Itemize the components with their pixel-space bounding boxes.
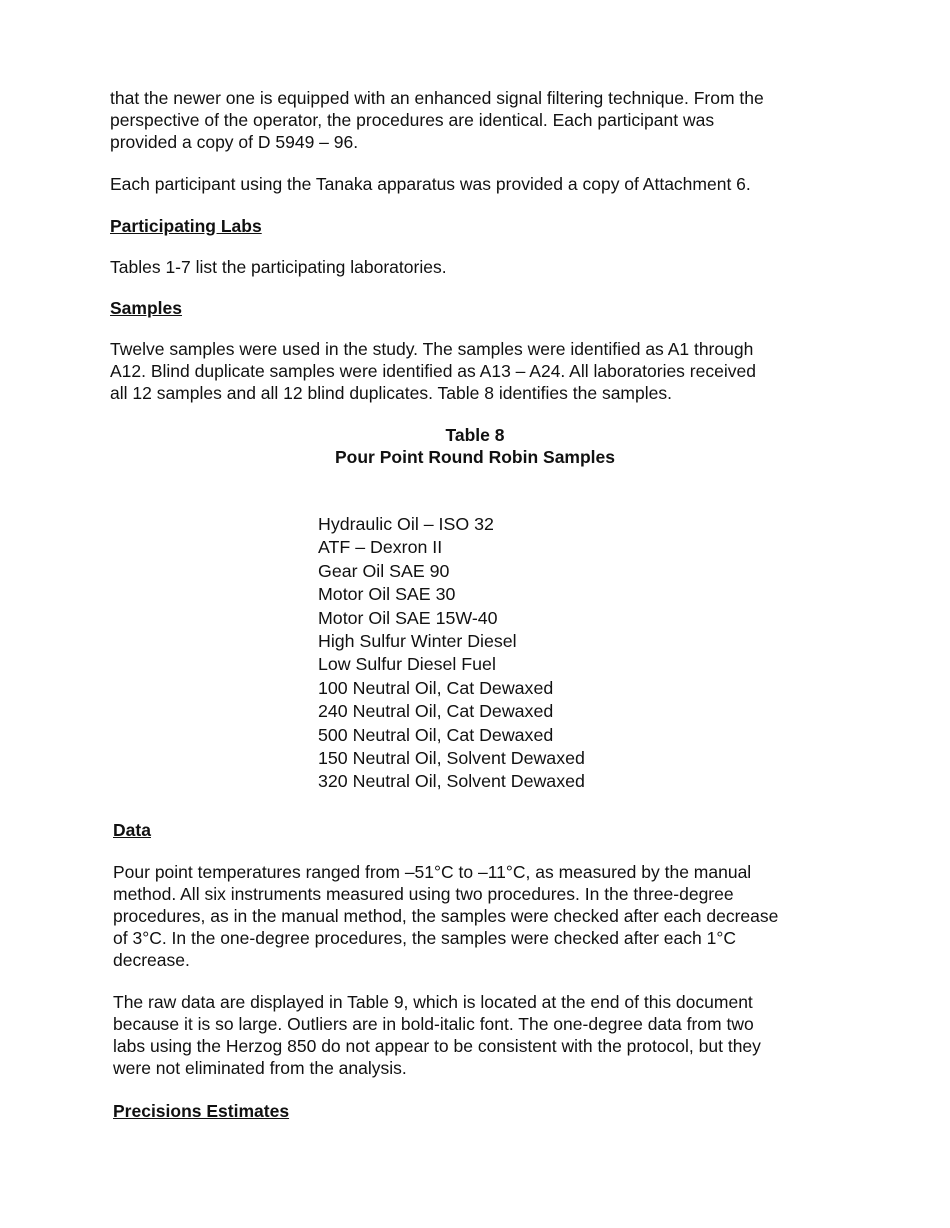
sample-item: 100 Neutral Oil, Cat Dewaxed <box>318 677 554 698</box>
data-paragraph-2: The raw data are displayed in Table 9, which is located at the end of this document because it is so large. Outliers are in bold-italic font. The one-degree data from two labs using the Herzog 850 do not appear to be consistent with the protocol, but they were not eliminated from the analysis. <box>113 991 761 1078</box>
sample-item: High Sulfur Winter Diesel <box>318 631 517 652</box>
sample-item: Low Sulfur Diesel Fuel <box>318 654 496 675</box>
table-8-sample-list <box>318 513 840 794</box>
samples-text: Twelve samples were used in the study. The samples were identified as A1 through A12. Blind duplicate samples were identified as A13 – A24. All laboratories received all 12 samples and all 12 blind duplicates. Table 8 identifies the samples. <box>110 339 756 403</box>
participating-labs-text: Tables 1-7 list the participating laboratories. <box>110 257 447 277</box>
samples-heading: Samples <box>110 298 182 318</box>
sample-item: ATF – Dexron II <box>318 537 443 558</box>
precision-estimates-heading: Precisions Estimates <box>113 1100 290 1121</box>
sample-item: 240 Neutral Oil, Cat Dewaxed <box>318 701 554 722</box>
participating-labs-heading: Participating Labs <box>110 216 262 236</box>
table-8-subtitle: Pour Point Round Robin Samples <box>335 447 615 467</box>
sample-item: Motor Oil SAE 15W-40 <box>318 607 498 628</box>
sample-item: Gear Oil SAE 90 <box>318 560 450 581</box>
data-paragraph-1: Pour point temperatures ranged from –51°C to –11°C, as measured by the manual method. All six instruments measured using two procedures. In the three-degree procedures, as in the manual method, the samples were checked after each decrease of 3°C. In the one-degree procedures, the samples were checked after each 1°C decrease. <box>113 861 779 970</box>
sample-item: 500 Neutral Oil, Cat Dewaxed <box>318 724 554 745</box>
sample-item: 320 Neutral Oil, Solvent Dewaxed <box>318 771 585 792</box>
table-8-title: Table 8 <box>445 425 505 445</box>
sample-item: Motor Oil SAE 30 <box>318 584 456 605</box>
document-page <box>110 87 840 1122</box>
intro-paragraph-2: Each participant using the Tanaka apparatus was provided a copy of Attachment 6. <box>110 174 751 194</box>
data-heading: Data <box>113 819 151 840</box>
sample-item: Hydraulic Oil – ISO 32 <box>318 514 494 534</box>
sample-item: 150 Neutral Oil, Solvent Dewaxed <box>318 748 585 769</box>
intro-paragraph-1: that the newer one is equipped with an enhanced signal filtering technique. From the perspective of the operator, the procedures are identical. Each participant was provided a copy of D 5949 – 96. <box>110 88 764 152</box>
